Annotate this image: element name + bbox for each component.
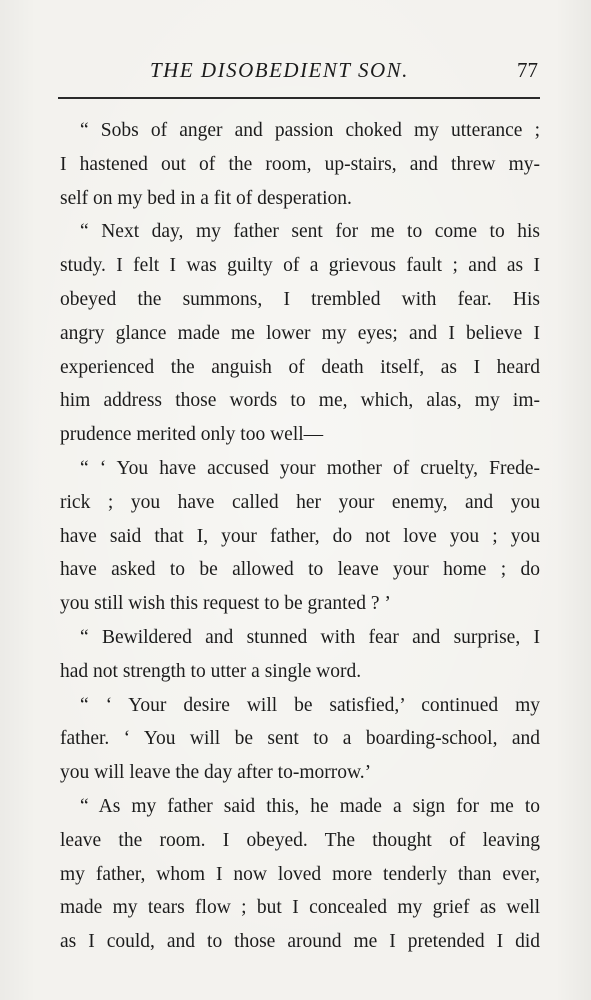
body-text (60, 114, 540, 959)
text-line: angry glance made me lower my eyes; and I believe I (60, 322, 540, 344)
text-line: self on my bed in a fit of desperation. (60, 187, 352, 209)
text-line: rick ; you have called her your enemy, and you (60, 491, 540, 513)
text-line: “ Sobs of anger and passion choked my utterance ; (80, 120, 540, 141)
text-line: “ ‘ You have accused your mother of cruelty, Frede- (80, 457, 540, 479)
text-line: obeyed the summons, I trembled with fear. His (60, 288, 540, 310)
text-line: study. I felt I was guilty of a grievous fault ; and as I (60, 255, 540, 277)
header-rule (58, 97, 540, 99)
text-line: you still wish this request to be granted ? ’ (60, 593, 391, 615)
text-line: as I could, and to those around me I pretended I did (60, 931, 540, 953)
text-line: you will leave the day after to-morrow.’ (60, 762, 372, 784)
text-line: have asked to be allowed to leave your home ; do (60, 559, 540, 581)
text-line: experienced the anguish of death itself, as I heard (60, 356, 540, 378)
text-line: I hastened out of the room, up-stairs, and threw my- (60, 153, 540, 175)
running-head (60, 58, 538, 88)
text-line: made my tears flow ; but I concealed my grief as well (60, 897, 540, 919)
text-line: “ Next day, my father sent for me to come to his (80, 221, 540, 243)
text-line: my father, whom I now loved more tenderly than ever, (60, 863, 540, 885)
text-line: “ As my father said this, he made a sign for me to (80, 795, 540, 817)
text-line: had not strength to utter a single word. (60, 660, 362, 682)
text-line: leave the room. I obeyed. The thought of leaving (60, 829, 540, 851)
text-line: him address those words to me, which, alas, my im- (60, 390, 540, 412)
running-title: THE DISOBEDIENT SON. (150, 58, 409, 82)
text-line: prudence merited only too well— (60, 424, 324, 446)
text-line: father. ‘ You will be sent to a boarding-school, and (60, 728, 540, 750)
page-number: 77 (517, 58, 538, 82)
text-line: “ ‘ Your desire will be satisfied,’ continued my (80, 694, 540, 716)
text-line: have said that I, your father, do not love you ; you (60, 525, 540, 547)
text-line: “ Bewildered and stunned with fear and surprise, I (80, 626, 540, 648)
